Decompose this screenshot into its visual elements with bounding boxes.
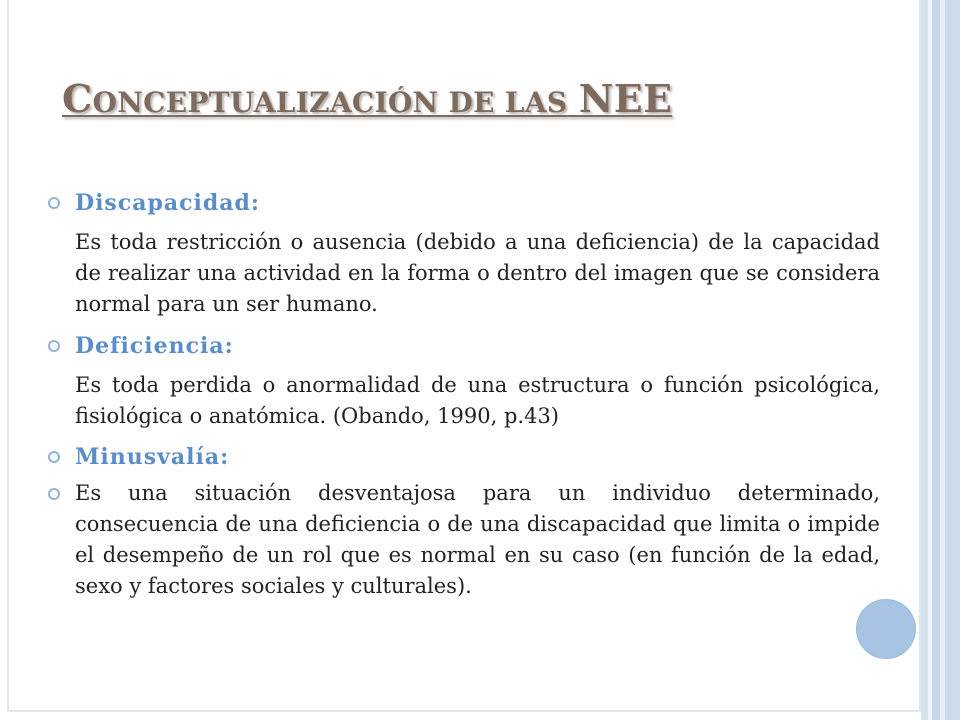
bullet-icon bbox=[48, 488, 60, 500]
bullet-icon bbox=[48, 340, 60, 352]
section-text: Es toda restricción o ausencia (debido a una deficiencia) de la capacidad de realizar una actividad en la forma o dentro del imagen que se considera normal para un ser humano. bbox=[75, 230, 880, 316]
decorative-stripes bbox=[921, 0, 960, 720]
section-heading: Discapacidad: bbox=[75, 190, 261, 216]
section-text: Es una situación desventajosa para un individuo determinado, consecuencia de una deficiencia o de una discapacidad que limita o impide el desempeño de un rol que es normal en su caso (en función de la edad, sexo y factores sociales y culturales). bbox=[75, 481, 880, 598]
bullet-icon bbox=[48, 451, 60, 463]
section-heading: Deficiencia: bbox=[75, 333, 234, 359]
decorative-circle bbox=[856, 599, 916, 659]
bullet-icon bbox=[48, 197, 60, 209]
slide-title: CONCEPTUALIZACIÓN DE LAS NEE bbox=[62, 76, 673, 121]
section-heading: Minusvalía: bbox=[75, 444, 230, 470]
section-text: Es toda perdida o anormalidad de una estructura o función psicológica, fisiológica o anatómica. (Obando, 1990, p.43) bbox=[75, 373, 880, 428]
